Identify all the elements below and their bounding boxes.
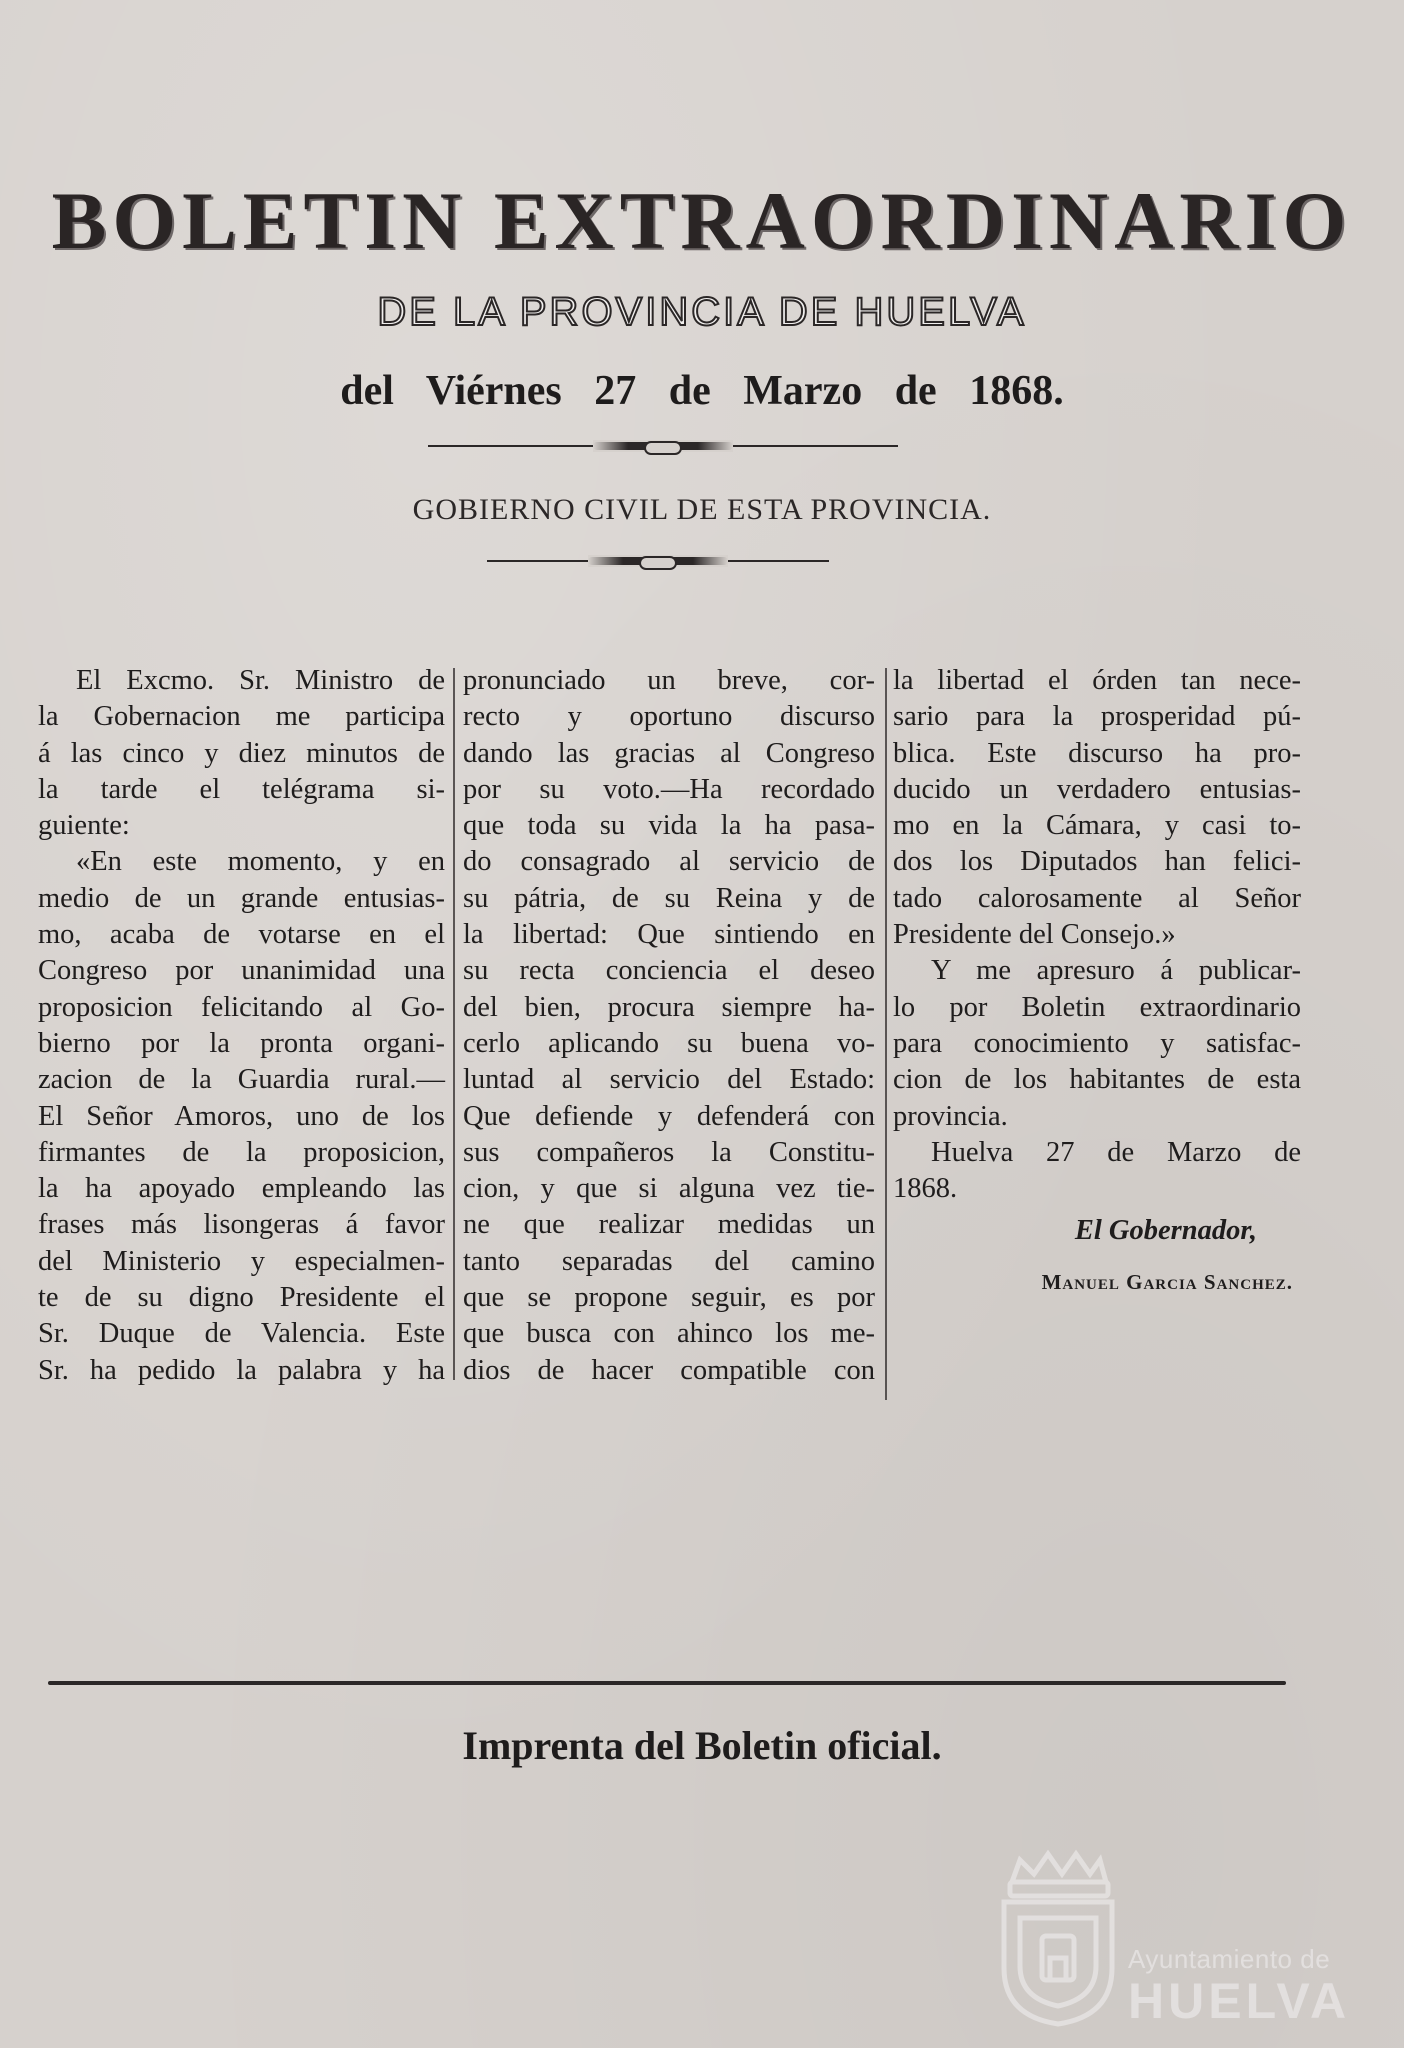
text-line: la ha apoyado empleando las (38, 1173, 445, 1205)
text-line: la tarde el telégrama si- (38, 773, 445, 805)
text-line: sario para la prosperidad pú- (893, 701, 1301, 733)
text-line: cion de los habitantes de esta (893, 1064, 1301, 1096)
text-line: Que defiende y defenderá con (463, 1100, 875, 1132)
text-line: del Ministerio y especialmen- (38, 1245, 445, 1277)
text-line: «En este momento, y en (76, 846, 445, 878)
watermark-line-1: Ayuntamiento de (1128, 1944, 1331, 1974)
text-line: la libertad: Que sintiendo en (463, 919, 875, 951)
text-line: dos los Diputados han felici- (893, 846, 1301, 878)
text-line: El Señor Amoros, uno de los (38, 1100, 445, 1132)
watermark (990, 1848, 1351, 2029)
text-line: cion, y que si alguna vez tie- (463, 1173, 875, 1205)
column-separator (453, 668, 455, 1380)
text-line: guiente: (38, 810, 130, 842)
text-line: ducido un verdadero entusias- (893, 773, 1301, 805)
ornamental-rule-section (487, 555, 829, 567)
text-line: do consagrado al servicio de (463, 846, 875, 878)
text-line: firmantes de la proposicion, (38, 1136, 445, 1168)
text-line: sus compañeros la Constitu- (463, 1136, 875, 1168)
text-line: Congreso por unanimidad una (38, 955, 445, 987)
text-line: frases más lisongeras á favor (38, 1209, 445, 1241)
coat-of-arms-icon (990, 1848, 1120, 2028)
text-line: que busca con ahinco los me- (463, 1318, 875, 1350)
text-line: luntad al servicio del Estado: (463, 1064, 875, 1096)
text-line: su pátria, de su Reina y de (463, 882, 875, 914)
text-line: recto y oportuno discurso (463, 701, 875, 733)
section-heading: GOBIERNO CIVIL DE ESTA PROVINCIA. (412, 493, 992, 526)
text-line: la Gobernacion me participa (38, 701, 445, 733)
text-line: bierno por la pronta organi- (38, 1027, 445, 1059)
text-line: por su voto.—Ha recordado (463, 773, 875, 805)
text-line: zacion de la Guardia rural.— (38, 1064, 445, 1096)
text-line: proposicion felicitando al Go- (38, 991, 445, 1023)
masthead-date: del Viérnes 27 de Marzo de 1868. (340, 368, 1064, 414)
text-line: provincia. (893, 1100, 1008, 1132)
text-line: medio de un grande entusias- (38, 882, 445, 914)
text-line: para conocimiento y satisfac- (893, 1027, 1301, 1059)
text-line: blica. Este discurso ha pro- (893, 737, 1301, 769)
text-line: 1868. (893, 1173, 958, 1205)
text-line: tanto separadas del camino (463, 1245, 875, 1277)
text-line: ne que realizar medidas un (463, 1209, 875, 1241)
text-line: mo en la Cámara, y casi to- (893, 810, 1301, 842)
text-line: á las cinco y diez minutos de (38, 737, 445, 769)
text-line: su recta conciencia el deseo (463, 955, 875, 987)
text-line: Sr. Duque de Valencia. Este (38, 1318, 445, 1350)
text-line: del bien, procura siempre ha- (463, 991, 875, 1023)
text-line: dios de hacer compatible con (463, 1354, 875, 1386)
text-line: Huelva 27 de Marzo de (931, 1136, 1301, 1168)
text-line: te de su digno Presidente el (38, 1282, 445, 1314)
text-line: dando las gracias al Congreso (463, 737, 875, 769)
masthead-title: BOLETIN EXTRAORDINARIO (51, 175, 1353, 266)
signature-name: Manuel Garcia Sanchez. (1041, 1269, 1293, 1294)
text-line: que toda su vida la ha pasa- (463, 810, 875, 842)
text-column-3 (893, 663, 1301, 1308)
watermark-line-2: HUELVA (1128, 1973, 1351, 2029)
text-line: Presidente del Consejo.» (893, 919, 1176, 951)
footer-rule (48, 1681, 1286, 1685)
signature-title: El Gobernador, (1074, 1215, 1257, 1247)
text-column-2 (463, 663, 875, 1389)
text-line: pronunciado un breve, cor- (463, 665, 875, 696)
text-line: lo por Boletin extraordinario (893, 991, 1301, 1023)
masthead-subtitle: DE LA PROVINCIA DE HUELVA (377, 290, 1027, 334)
column-separator (885, 668, 887, 1400)
text-line: que se propone seguir, es por (463, 1282, 875, 1314)
text-line: tado calorosamente al Señor (893, 882, 1301, 914)
ornamental-rule-top (428, 440, 898, 452)
text-line: mo, acaba de votarse en el (38, 919, 445, 951)
text-column-1 (38, 663, 445, 1389)
text-line: la libertad el órden tan nece- (893, 665, 1301, 696)
imprint-line: Imprenta del Boletin oficial. (462, 1723, 942, 1768)
text-line: El Excmo. Sr. Ministro de (76, 665, 445, 696)
text-line: Sr. ha pedido la palabra y ha (38, 1354, 445, 1386)
text-line: cerlo aplicando su buena vo- (463, 1027, 875, 1059)
text-line: Y me apresuro á publicar- (931, 955, 1301, 987)
